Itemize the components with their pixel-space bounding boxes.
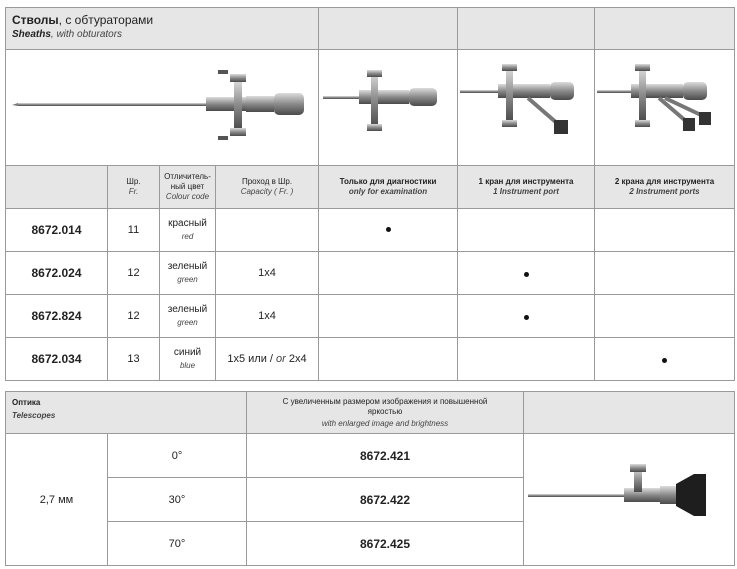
col-color-en: Colour code <box>165 192 210 201</box>
capacity-value <box>216 338 319 381</box>
telescopes-table <box>5 391 735 566</box>
telescope-diameter: 2,7 мм <box>6 434 108 566</box>
port2-cell <box>595 252 735 295</box>
header-blank-1 <box>319 8 458 50</box>
sheaths-title-ru-suffix: , с обтураторами <box>58 13 154 27</box>
sheath-illustration <box>6 50 315 160</box>
exam-cell <box>319 209 458 252</box>
color-ru: синий <box>173 347 202 358</box>
color-en: green <box>177 275 198 284</box>
exam-cell <box>319 338 458 381</box>
telescope-angle: 30° <box>108 478 247 522</box>
table-row <box>6 252 735 295</box>
port2-cell <box>595 295 735 338</box>
sheath-exam-image <box>319 50 458 166</box>
sheaths-title-en: Sheaths <box>12 29 51 40</box>
col-header-exam <box>319 166 458 209</box>
product-code: 8672.024 <box>6 252 108 295</box>
col-color-ru-1: Отличитель- <box>164 172 211 181</box>
table-row <box>6 338 735 381</box>
color-en: green <box>177 318 198 327</box>
port1-cell <box>458 209 595 252</box>
telescopes-label-en: Telescopes <box>12 411 56 420</box>
col-port2-en: 2 Instrument ports <box>629 187 700 196</box>
product-code: 8672.034 <box>6 338 108 381</box>
telescopes-header-en: with enlarged image and brightness <box>321 418 449 428</box>
sheaths-table <box>5 7 735 381</box>
telescope-angle: 0° <box>108 434 247 478</box>
col-header-port2 <box>595 166 735 209</box>
port1-cell <box>458 338 595 381</box>
table-row <box>6 209 735 252</box>
color-en: red <box>181 232 194 241</box>
col-capacity-ru: Проход в Шр. <box>241 177 293 186</box>
capacity-part-a: 1x5 или / <box>227 353 277 365</box>
capacity-value: 1x4 <box>216 252 319 295</box>
capacity-value: 1x4 <box>216 295 319 338</box>
size-value: 12 <box>108 295 160 338</box>
size-value: 11 <box>108 209 160 252</box>
port1-cell <box>458 295 595 338</box>
product-code: 8672.824 <box>6 295 108 338</box>
color-en: blue <box>179 361 196 370</box>
telescopes-header-cell <box>247 392 524 434</box>
availability-dot <box>524 272 529 277</box>
col-header-code <box>6 166 108 209</box>
table-row <box>6 434 735 478</box>
color-cell <box>160 338 216 381</box>
exam-cell <box>319 295 458 338</box>
col-capacity-en: Capacity ( Fr. ) <box>240 187 294 196</box>
size-value: 12 <box>108 252 160 295</box>
capacity-part-c: 2x4 <box>285 353 307 365</box>
product-code: 8672.014 <box>6 209 108 252</box>
color-ru: зеленый <box>167 304 208 315</box>
header-blank-2 <box>458 8 595 50</box>
sheaths-title-ru: Стволы <box>12 13 59 27</box>
sheath-port2-image <box>595 50 735 166</box>
table-row <box>6 295 735 338</box>
color-cell <box>160 295 216 338</box>
col-port1-ru: 1 кран для инструмента <box>478 177 574 186</box>
col-size-ru: Шр. <box>126 177 141 186</box>
telescopes-header-blank <box>524 392 735 434</box>
color-ru: зеленый <box>167 261 208 272</box>
col-header-capacity <box>216 166 319 209</box>
telescope-illustration <box>524 434 733 560</box>
col-header-size <box>108 166 160 209</box>
sheaths-title-cell <box>6 8 319 50</box>
col-header-color <box>160 166 216 209</box>
col-port1-en: 1 Instrument port <box>493 187 559 196</box>
col-exam-en: only for examination <box>348 187 428 196</box>
col-color-ru-2: ный цвет <box>170 182 205 191</box>
col-port2-ru: 2 крана для инструмента <box>614 177 715 186</box>
col-exam-ru: Только для диагностики <box>339 177 437 186</box>
telescope-code: 8672.422 <box>247 478 524 522</box>
header-blank-3 <box>595 8 735 50</box>
telescope-code: 8672.425 <box>247 522 524 566</box>
port2-cell <box>595 209 735 252</box>
telescopes-label-ru: Оптика <box>12 398 41 407</box>
sheath-main-image <box>6 50 319 166</box>
sheath-exam-illustration <box>319 50 456 160</box>
port1-cell <box>458 252 595 295</box>
col-header-port1 <box>458 166 595 209</box>
capacity-value <box>216 209 319 252</box>
port2-cell <box>595 338 735 381</box>
sheath-port1-image <box>458 50 595 166</box>
color-cell <box>160 209 216 252</box>
size-value: 13 <box>108 338 160 381</box>
sheath-port1-illustration <box>458 50 593 160</box>
exam-cell <box>319 252 458 295</box>
sheath-port2-illustration <box>595 50 733 160</box>
availability-dot <box>386 227 391 232</box>
capacity-part-or: or <box>276 353 286 365</box>
telescopes-label-cell <box>6 392 247 434</box>
sheaths-title-en-suffix: , with obturators <box>50 29 123 40</box>
availability-dot <box>524 315 529 320</box>
color-ru: красный <box>168 218 207 229</box>
telescope-image <box>524 434 735 566</box>
color-cell <box>160 252 216 295</box>
availability-dot <box>662 358 667 363</box>
telescope-code: 8672.421 <box>247 434 524 478</box>
col-size-en: Fr. <box>128 187 139 196</box>
telescopes-header-ru: С увеличенным размером изображения и повышенной яркостью <box>282 396 488 416</box>
telescope-angle: 70° <box>108 522 247 566</box>
